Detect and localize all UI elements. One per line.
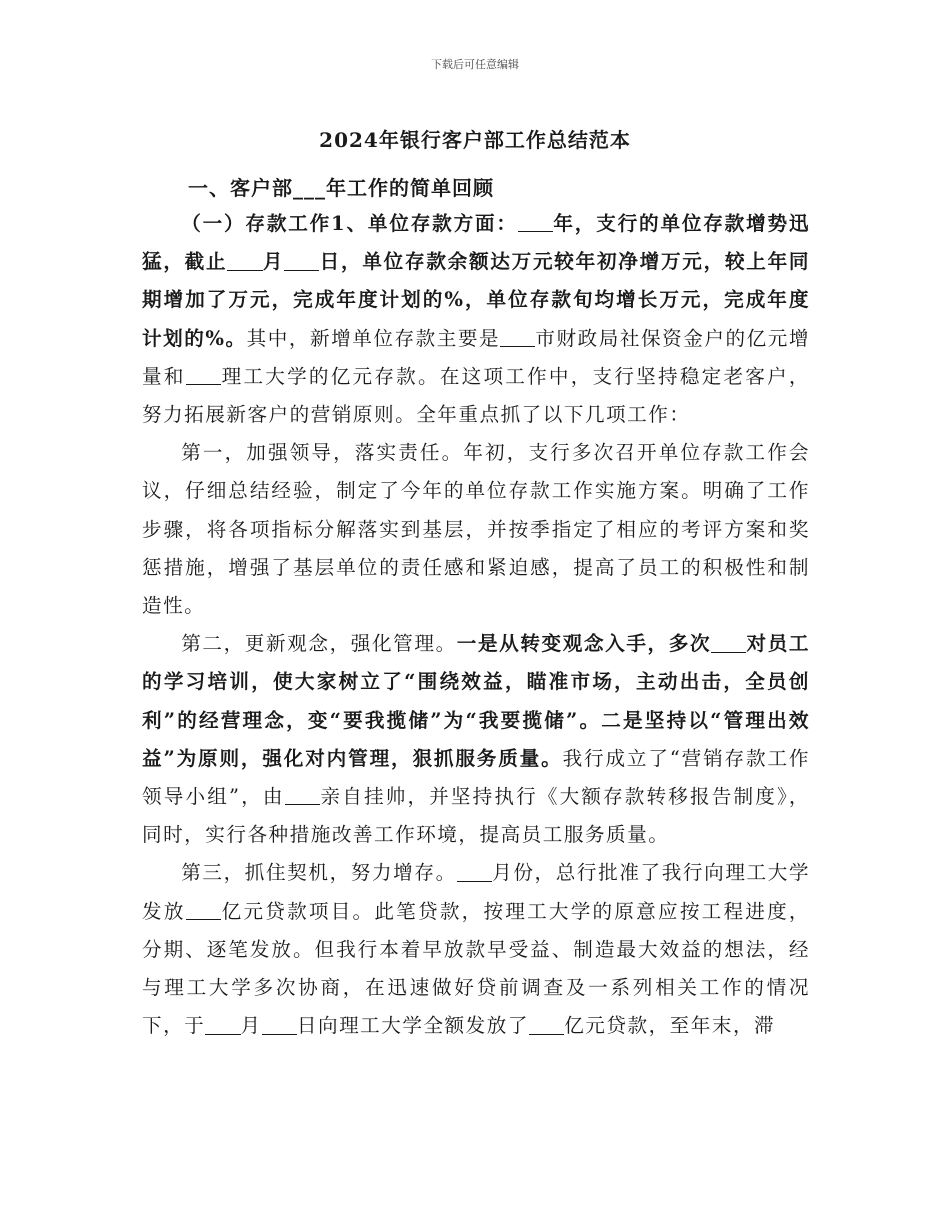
fill-blank: [186, 365, 221, 386]
section-heading: 一、客户部___年工作的简单回顾: [188, 176, 494, 200]
document-title: 2024年银行客户部工作总结范本: [319, 128, 631, 152]
body-text: 第二，更新观念，强化管理。: [181, 632, 457, 656]
bold-text: 月: [262, 250, 285, 274]
fill-blank: [205, 1014, 240, 1035]
fill-blank: [457, 861, 492, 882]
fill-blank: [500, 326, 535, 347]
body-text: 亲自挂帅，并坚持执行《大额存款转移报告制度》，同时，实行各种措施改善工作环境，提高员工服务质量。: [142, 785, 810, 847]
body-text: 其中，新增单位存款主要是: [246, 326, 501, 350]
fill-blank: [529, 1014, 564, 1035]
bold-text: 一是从转变观念入手，多次: [456, 632, 712, 656]
body-text: 市财政局社保资金户的亿元增量和: [142, 326, 811, 388]
body-text: 我行成立了“营销存款工作领导小组”，由: [142, 746, 810, 809]
document-body: [142, 205, 810, 1045]
body-text: 亿元贷款项目。此笔贷款，按理工大学的原意应按工程进度，分期、逐笔发放。但我行本着早放款早受益、制造最大效益的想法，经与理工大学多次协商，在迅速做好贷前调查及一系列相关工作的情况下，于: [142, 899, 811, 1038]
fill-blank: [284, 250, 319, 271]
fill-blank: [262, 1014, 297, 1035]
body-text: 理工大学的亿元存款。在这项工作中，支行坚持稳定老客户，努力拓展新客户的营销原则。全年重点抓了以下几项工作：: [142, 364, 811, 427]
bold-text: （一）存款工作1、单位存款方面：: [181, 212, 518, 235]
body-text: 日向理工大学全额发放了: [296, 1014, 529, 1038]
header-note: 下载后可任意编辑: [431, 58, 519, 71]
paragraph-second: [142, 625, 810, 854]
fill-blank: [227, 250, 262, 271]
fill-blank: [285, 785, 320, 806]
bold-text: 年，支行的单位存款增势迅猛，截止: [142, 212, 811, 274]
paragraph-deposit-work: [142, 205, 810, 434]
paragraph-third: [142, 854, 810, 1045]
body-text: 第三，抓住契机，努力增存。: [181, 861, 457, 885]
body-text: 亿元贷款，至年末，滞: [564, 1014, 776, 1038]
fill-blank: [186, 899, 221, 920]
bold-text: 日，单位存款余额达万元较年初净增万元，较上年同期增加了万元，完成年度计划的%，单位存款旬均增长万元，完成年度计划的%。: [142, 250, 811, 350]
fill-blank: [518, 212, 553, 233]
body-text: 月: [240, 1014, 262, 1038]
paragraph-first: 第一，加强领导，落实责任。年初，支行多次召开单位存款工作会议，仔细总结经验，制定了今年的单位存款工作实施方案。明确了工作步骤，将各项指标分解落实到基层，并按季指定了相应的考评方案和奖惩措施，增强了基层单位的责任感和紧迫感，提高了员工的积极性和制造性。: [142, 441, 810, 618]
body-text: 月份，总行批准了我行向理工大学发放: [142, 861, 811, 923]
bold-text: 对员工的学习培训，使大家树立了“围绕效益，瞄准市场，主动出击，全员创利”的经营理念，变“要我揽储”为“我要揽储”。二是坚持以“管理出效益”为原则，强化对内管理，狠抓服务质量。: [142, 632, 811, 770]
fill-blank: [711, 632, 746, 653]
